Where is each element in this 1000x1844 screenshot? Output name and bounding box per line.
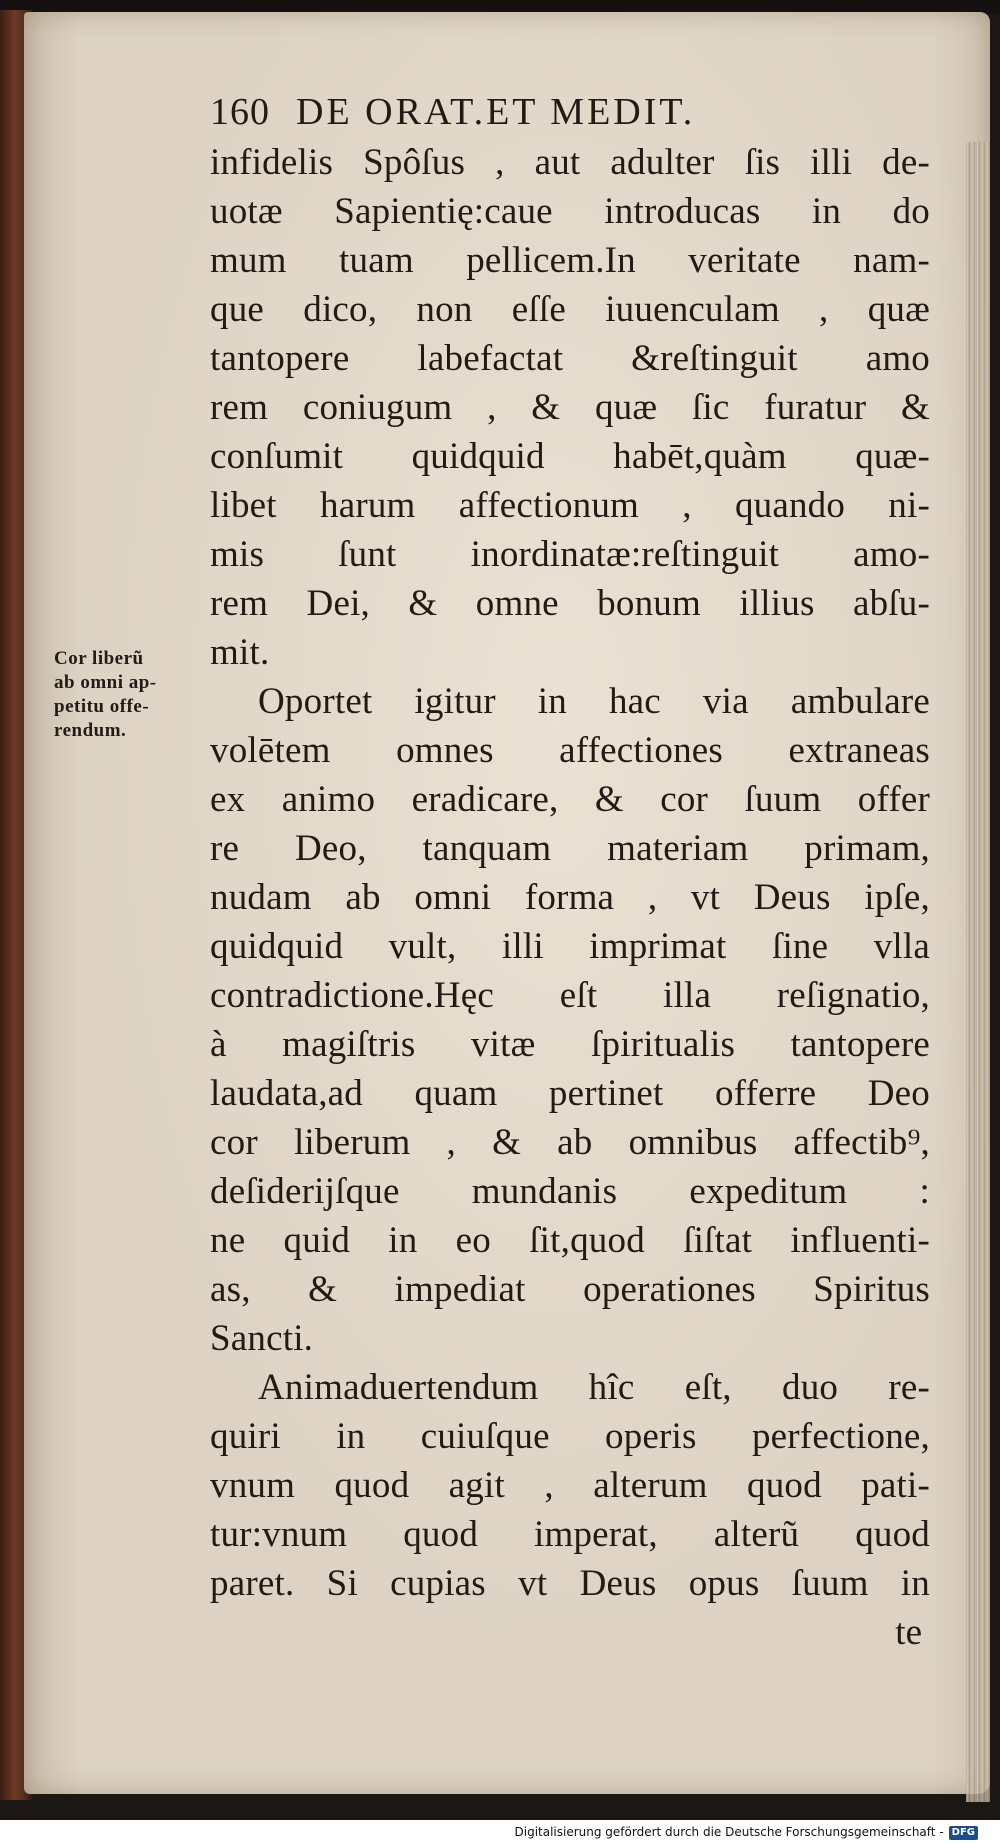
- paragraph-first-line: Animaduertendum hîc eſt, duo re-: [258, 1367, 930, 1408]
- text-line: laudata,ad quam pertinet offerre Deo: [210, 1073, 930, 1114]
- footer-credit: Digitalisierung gefördert durch die Deutsche Forschungsgemeinschaft -: [514, 1825, 944, 1839]
- text-line: nudam ab omni forma , vt Deus ipſe,: [210, 877, 930, 918]
- text-line: à magiſtris vitæ ſpiritualis tantopere: [210, 1024, 930, 1065]
- text-line: tur:vnum quod imperat, alterũ quod: [210, 1514, 930, 1555]
- text-line: mum tuam pellicem.In veritate nam-: [210, 240, 930, 281]
- margin-note-line: Cor liberũ: [54, 648, 144, 669]
- text-line: conſumit quidquid habēt,quàm quæ-: [210, 436, 930, 477]
- text-line: contradictione.Hęc eſt illa reſignatio,: [210, 975, 930, 1016]
- text-line: volētem omnes affectiones extraneas: [210, 730, 930, 771]
- running-head-title: DE ORAT.ET MEDIT.: [296, 91, 696, 133]
- margin-note-line: rendum.: [54, 720, 127, 741]
- footer-credit-line: [515, 1823, 979, 1841]
- text-line: rem coniugum , & quæ ſic furatur &: [210, 387, 930, 428]
- running-header: [210, 86, 930, 138]
- text-line: Sancti.: [210, 1318, 314, 1359]
- paragraph-first-line: Oportet igitur in hac via ambulare: [258, 681, 930, 722]
- text-line: infidelis Spôſus , aut adulter ſis illi de-: [210, 142, 930, 183]
- digitization-footer: [0, 1820, 1000, 1844]
- text-line: cor liberum , & ab omnibus affectib⁹,: [210, 1122, 930, 1163]
- text-line: ne quid in eo ſit,quod ſiſtat influenti-: [210, 1220, 930, 1261]
- text-line: libet harum affectionum , quando ni-: [210, 485, 930, 526]
- text-line: uotæ Sapientię:caue introducas in do: [210, 191, 930, 232]
- text-line: vnum quod agit , alterum quod pati-: [210, 1465, 930, 1506]
- text-line: que dico, non eſſe iuuenculam , quæ: [210, 289, 930, 330]
- text-line: paret. Si cupias vt Deus opus ſuum in: [210, 1563, 930, 1604]
- text-line: rem Dei, & omne bonum illius abſu-: [210, 583, 930, 624]
- text-line: quiri in cuiuſque operis perfectione,: [210, 1416, 930, 1457]
- text-line: mit.: [210, 632, 270, 673]
- text-line: as, & impediat operationes Spiritus: [210, 1269, 930, 1310]
- catchword: te: [895, 1612, 922, 1653]
- text-line: ex animo eradicare, & cor ſuum offer: [210, 779, 930, 820]
- page-fore-edge: [966, 142, 990, 1802]
- main-text-column: [210, 86, 930, 1657]
- margin-note: [54, 647, 204, 743]
- text-line: mis ſunt inordinatæ:reſtinguit amo-: [210, 534, 930, 575]
- page-number: 160: [210, 91, 270, 133]
- text-line: deſiderijſque mundanis expeditum :: [210, 1171, 930, 1212]
- text-line: quidquid vult, illi imprimat ſine vlla: [210, 926, 930, 967]
- margin-note-line: ab omni ap-: [54, 672, 157, 693]
- margin-note-line: petitu offe-: [54, 696, 150, 717]
- dfg-logo: DFG: [949, 1826, 978, 1840]
- text-line: re Deo, tanquam materiam primam,: [210, 828, 930, 869]
- text-line: tantopere labefactat &reſtinguit amo: [210, 338, 930, 379]
